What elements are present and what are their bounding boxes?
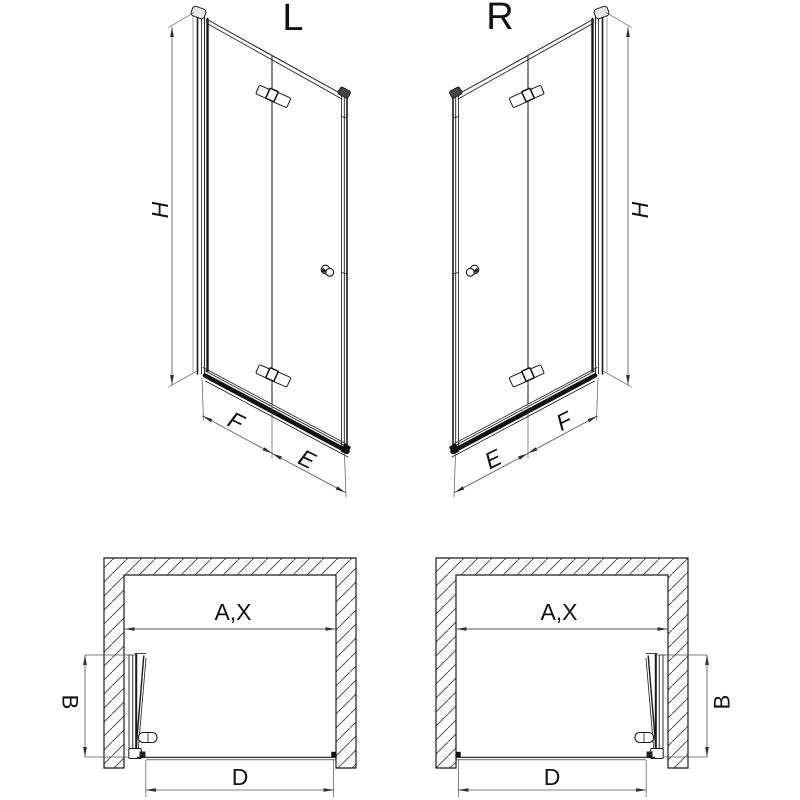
label-variant-left: L [282, 0, 304, 39]
label-panel-e-right: E [480, 443, 506, 475]
perspective-left-drawing [169, 5, 352, 497]
label-panel-f-right: F [551, 406, 577, 436]
label-depth-right: B [709, 694, 735, 710]
label-height-left: H [147, 201, 173, 219]
label-depth-left: B [57, 694, 83, 710]
perspective-right-drawing [449, 5, 632, 497]
label-height-right: H [627, 201, 653, 219]
label-variant-right: R [486, 0, 514, 38]
label-clearance-right: D [543, 764, 561, 790]
label-panel-e-left: E [294, 443, 320, 475]
label-panel-f-left: F [223, 406, 249, 436]
label-width-left: A,X [214, 599, 252, 625]
label-width-right: A,X [540, 599, 578, 625]
label-clearance-left: D [231, 764, 249, 790]
